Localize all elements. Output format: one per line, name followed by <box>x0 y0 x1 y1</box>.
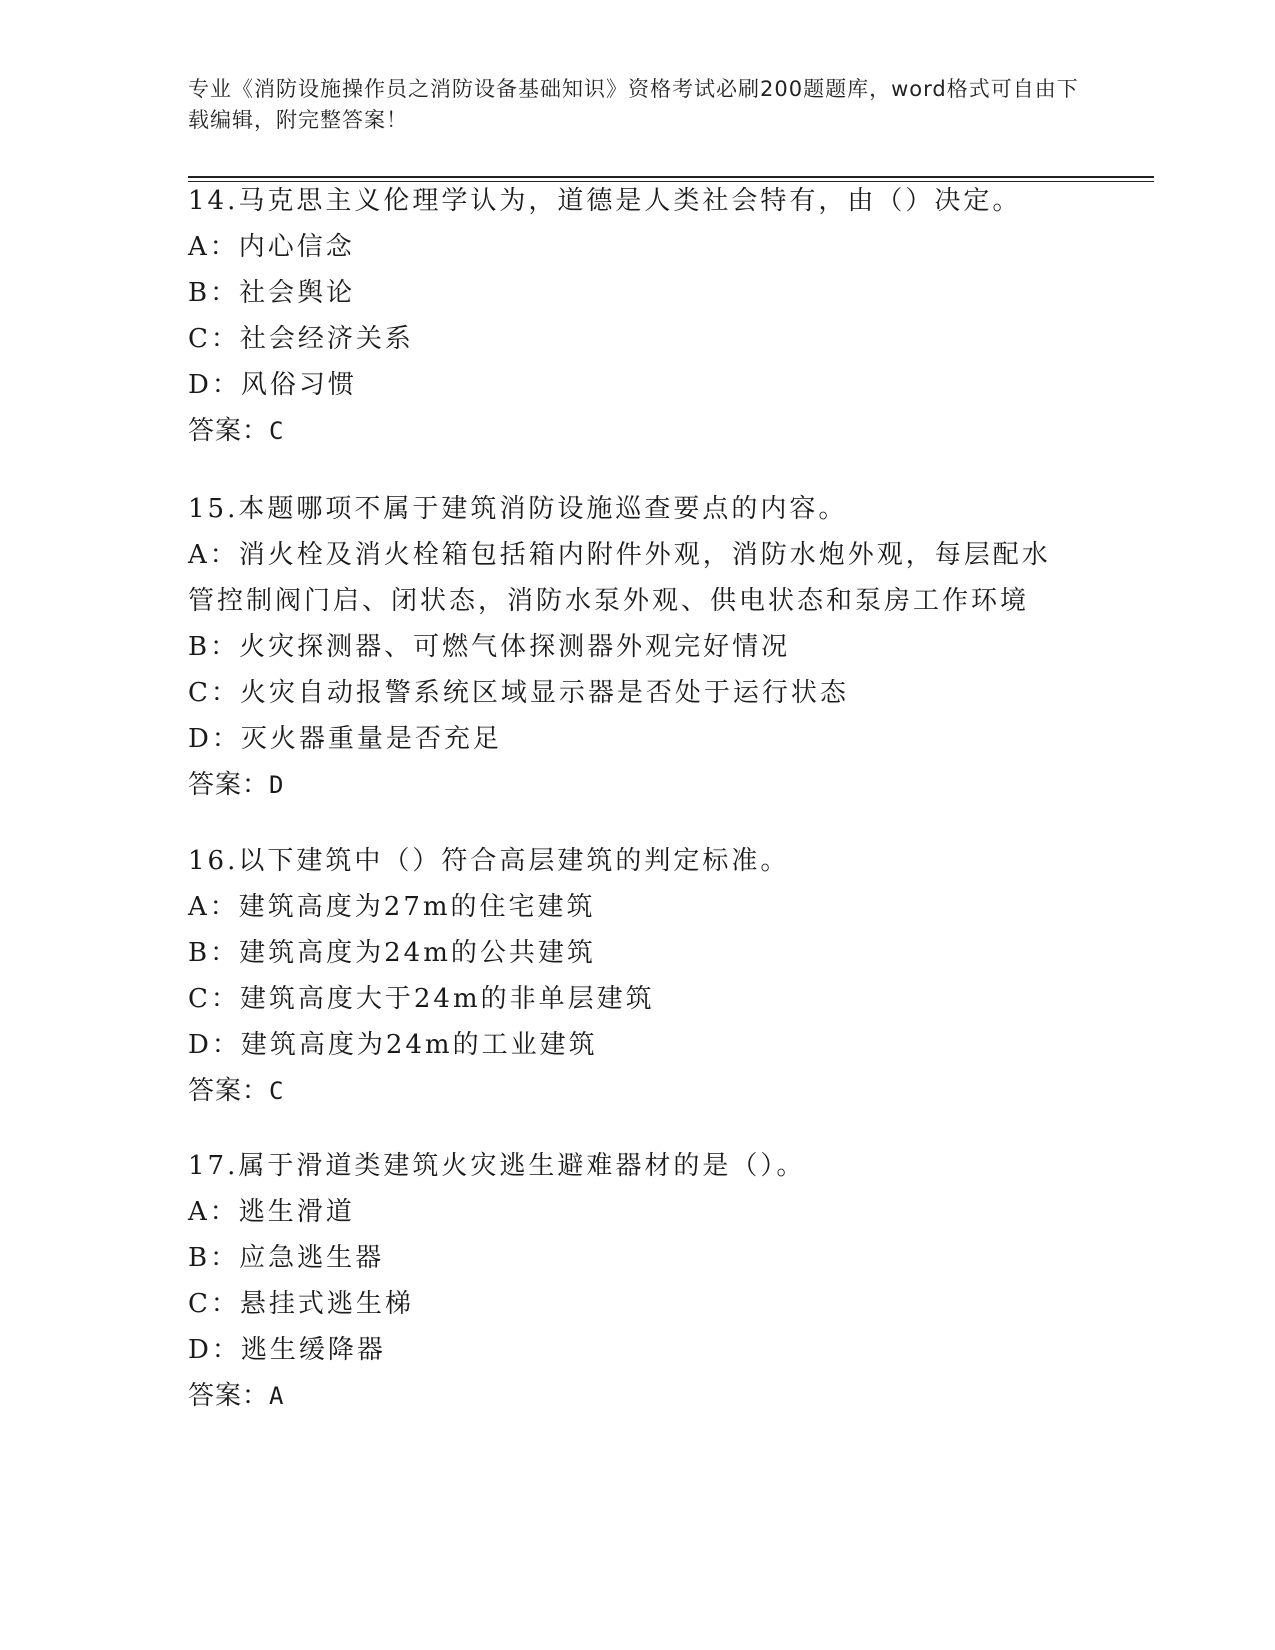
option-d: D：风俗习惯 <box>188 370 357 400</box>
answer-value: A <box>269 1382 285 1410</box>
option-b: B：社会舆论 <box>188 278 356 308</box>
option-d: D：建筑高度为24m的工业建筑 <box>188 1030 598 1060</box>
option-a: A：内心信念 <box>188 232 355 262</box>
option-b: B：火灾探测器、可燃气体探测器外观完好情况 <box>188 632 791 662</box>
question-stem: 14.马克思主义伦理学认为，道德是人类社会特有，由（）决定。 <box>188 186 1022 216</box>
option-b: B：建筑高度为24m的公共建筑 <box>188 938 596 968</box>
answer-value: C <box>269 417 285 445</box>
answer-line <box>188 408 1088 454</box>
option-c: C：建筑高度大于24m的非单层建筑 <box>188 984 655 1014</box>
answer-line <box>188 762 1088 808</box>
option-c: C：火灾自动报警系统区域显示器是否处于运行状态 <box>188 678 849 708</box>
question-17 <box>188 1143 1088 1419</box>
question-stem: 15.本题哪项不属于建筑消防设施巡查要点的内容。 <box>188 494 848 524</box>
answer-label: 答案： <box>188 770 270 800</box>
answer-line <box>188 1068 1088 1114</box>
option-d: D：灭火器重量是否充足 <box>188 724 502 754</box>
option-a: A：建筑高度为27m的住宅建筑 <box>188 892 596 922</box>
document-header: 专业《消防设施操作员之消防设备基础知识》资格考试必刷200题题库，word格式可自由下载编辑，附完整答案！ <box>188 77 1079 132</box>
option-a: A：逃生滑道 <box>188 1197 355 1227</box>
question-stem: 17.属于滑道类建筑火灾逃生避难器材的是（）。 <box>188 1151 806 1181</box>
answer-label: 答案： <box>188 416 270 446</box>
option-d: D：逃生缓降器 <box>188 1335 386 1365</box>
question-stem: 16.以下建筑中（）符合高层建筑的判定标准。 <box>188 846 790 876</box>
answer-line <box>188 1373 1088 1419</box>
option-c: C：悬挂式逃生梯 <box>188 1289 414 1319</box>
answer-value: C <box>269 1077 285 1105</box>
answer-label: 答案： <box>188 1076 270 1106</box>
question-16 <box>188 838 1088 1114</box>
answer-value: D <box>269 771 285 799</box>
answer-label: 答案： <box>188 1381 270 1411</box>
option-b: B：应急逃生器 <box>188 1243 385 1273</box>
option-c: C：社会经济关系 <box>188 324 414 354</box>
option-a: A：消火栓及消火栓箱包括箱内附件外观，消防水炮外观，每层配水管控制阀门启、闭状态，消防水泵外观、供电状态和泵房工作环境 <box>188 540 1051 616</box>
question-14 <box>188 178 1088 454</box>
question-15 <box>188 486 1088 808</box>
